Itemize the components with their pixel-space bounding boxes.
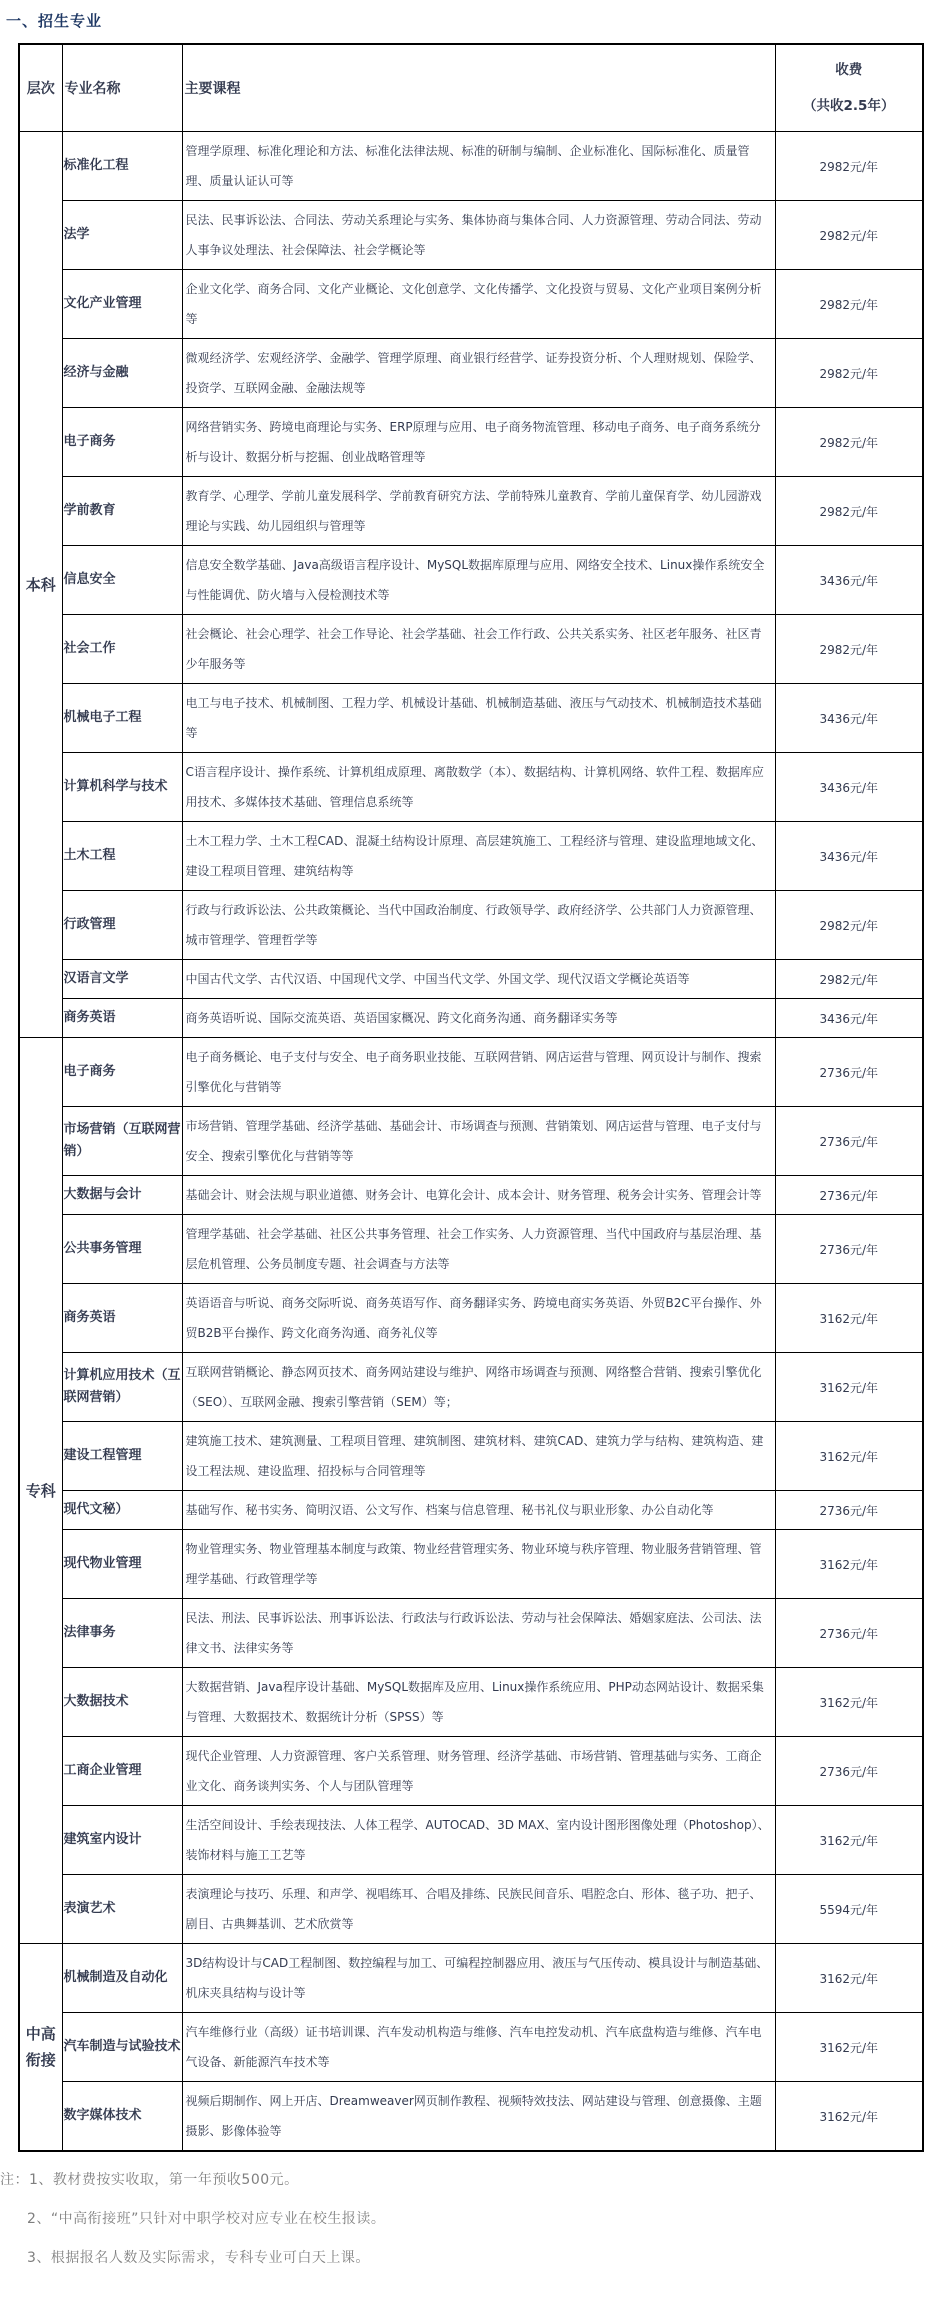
fee-value: 2982元/年 xyxy=(775,408,923,477)
courses-text: 民法、民事诉讼法、合同法、劳动关系理论与实务、集体协商与集体合同、人力资源管理、劳动合同法、劳动人事争议处理法、社会保障法、社会学概论等 xyxy=(182,201,775,270)
courses-text: 物业管理实务、物业管理基本制度与政策、物业经营管理实务、物业环境与秩序管理、物业服务营销管理、管理学基础、行政管理学等 xyxy=(182,1530,775,1599)
courses-text: 视频后期制作、网上开店、Dreamweaver网页制作教程、视频特效技法、网站建设与管理、创意摄像、主题摄影、影像体验等 xyxy=(182,2082,775,2152)
note-text: 2、“中高衔接班”只针对中职学校对应专业在校生报读。 xyxy=(27,2211,386,2227)
courses-text: 行政与行政诉讼法、公共政策概论、当代中国政治制度、行政领导学、政府经济学、公共部门人力资源管理、城市管理学、管理哲学等 xyxy=(182,891,775,960)
table-row xyxy=(19,1491,923,1530)
fee-value: 2736元/年 xyxy=(775,1107,923,1176)
major-name: 建设工程管理 xyxy=(62,1422,182,1491)
fee-value: 3436元/年 xyxy=(775,684,923,753)
level-cell: 中高衔接 xyxy=(19,1944,62,2152)
courses-text: 英语语音与听说、商务交际听说、商务英语写作、商务翻译实务、跨境电商实务英语、外贸B2C平台操作、外贸B2B平台操作、跨文化商务沟通、商务礼仪等 xyxy=(182,1284,775,1353)
table-row xyxy=(19,270,923,339)
table-row xyxy=(19,1353,923,1422)
major-name: 公共事务管理 xyxy=(62,1215,182,1284)
courses-text: 现代企业管理、人力资源管理、客户关系管理、财务管理、经济学基础、市场营销、管理基础与实务、工商企业文化、商务谈判实务、个人与团队管理等 xyxy=(182,1737,775,1806)
fee-value: 2736元/年 xyxy=(775,1737,923,1806)
table-row xyxy=(19,477,923,546)
table-row xyxy=(19,1944,923,2013)
courses-text: 3D结构设计与CAD工程制图、数控编程与加工、可编程控制器应用、液压与气压传动、模具设计与制造基础、机床夹具结构与设计等 xyxy=(182,1944,775,2013)
courses-text: C语言程序设计、操作系统、计算机组成原理、离散数学（本）、数据结构、计算机网络、软件工程、数据库应用技术、多媒体技术基础、管理信息系统等 xyxy=(182,753,775,822)
fee-value: 3162元/年 xyxy=(775,1530,923,1599)
fee-value: 3436元/年 xyxy=(775,822,923,891)
major-name: 机械制造及自动化 xyxy=(62,1944,182,2013)
major-name: 工商企业管理 xyxy=(62,1737,182,1806)
major-name: 电子商务 xyxy=(62,1038,182,1107)
courses-text: 电工与电子技术、机械制图、工程力学、机械设计基础、机械制造基础、液压与气动技术、机械制造技术基础等 xyxy=(182,684,775,753)
major-name: 市场营销（互联网营销） xyxy=(62,1107,182,1176)
courses-text: 管理学原理、标准化理论和方法、标准化法律法规、标准的研制与编制、企业标准化、国际标准化、质量管理、质量认证认可等 xyxy=(182,132,775,201)
fee-value: 3162元/年 xyxy=(775,1422,923,1491)
fee-value: 2982元/年 xyxy=(775,339,923,408)
table-row xyxy=(19,1038,923,1107)
fee-value: 2736元/年 xyxy=(775,1491,923,1530)
fee-header-line1: 收费 xyxy=(835,62,863,78)
fee-value: 2736元/年 xyxy=(775,1038,923,1107)
fee-value: 3162元/年 xyxy=(775,1284,923,1353)
courses-text: 微观经济学、宏观经济学、金融学、管理学原理、商业银行经营学、证券投资分析、个人理财规划、保险学、投资学、互联网金融、金融法规等 xyxy=(182,339,775,408)
table-row xyxy=(19,408,923,477)
courses-text: 基础写作、秘书实务、简明汉语、公文写作、档案与信息管理、秘书礼仪与职业形象、办公自动化等 xyxy=(182,1491,775,1530)
major-name: 计算机科学与技术 xyxy=(62,753,182,822)
major-name: 标准化工程 xyxy=(62,132,182,201)
fee-value: 3162元/年 xyxy=(775,1353,923,1422)
note-line xyxy=(0,2246,927,2270)
note-text: 1、教材费按实收取，第一年预收500元。 xyxy=(29,2172,299,2188)
major-name: 数字媒体技术 xyxy=(62,2082,182,2152)
fee-value: 3162元/年 xyxy=(775,2013,923,2082)
fee-value: 2982元/年 xyxy=(775,960,923,999)
major-name: 表演艺术 xyxy=(62,1875,182,1944)
courses-text: 大数据营销、Java程序设计基础、MySQL数据库及应用、Linux操作系统应用、PHP动态网站设计、数据采集与管理、大数据技术、数据统计分析（SPSS）等 xyxy=(182,1668,775,1737)
table-row xyxy=(19,1215,923,1284)
fee-value: 2982元/年 xyxy=(775,891,923,960)
table-row xyxy=(19,132,923,201)
table-row xyxy=(19,999,923,1038)
table-header xyxy=(19,44,923,132)
major-name: 社会工作 xyxy=(62,615,182,684)
courses-text: 基础会计、财会法规与职业道德、财务会计、电算化会计、成本会计、财务管理、税务会计实务、管理会计等 xyxy=(182,1176,775,1215)
note-text: 3、根据报名人数及实际需求，专科专业可白天上课。 xyxy=(27,2250,370,2266)
courses-text: 网络营销实务、跨境电商理论与实务、ERP原理与应用、电子商务物流管理、移动电子商务、电子商务系统分析与设计、数据分析与挖掘、创业战略管理等 xyxy=(182,408,775,477)
fee-header xyxy=(778,52,921,124)
table-row xyxy=(19,339,923,408)
fee-value: 3162元/年 xyxy=(775,1944,923,2013)
courses-text: 生活空间设计、手绘表现技法、人体工程学、AUTOCAD、3D MAX、室内设计图形图像处理（Photoshop）、装饰材料与施工工艺等 xyxy=(182,1806,775,1875)
major-name: 法律事务 xyxy=(62,1599,182,1668)
major-name: 经济与金融 xyxy=(62,339,182,408)
major-name: 商务英语 xyxy=(62,1284,182,1353)
table-row xyxy=(19,1875,923,1944)
major-name: 信息安全 xyxy=(62,546,182,615)
table-row xyxy=(19,684,923,753)
courses-text: 表演理论与技巧、乐理、和声学、视唱练耳、合唱及排练、民族民间音乐、唱腔念白、形体、毯子功、把子、剧目、古典舞基训、艺术欣赏等 xyxy=(182,1875,775,1944)
header-level: 层次 xyxy=(19,44,62,132)
table-row xyxy=(19,1530,923,1599)
major-name: 大数据技术 xyxy=(62,1668,182,1737)
header-major: 专业名称 xyxy=(62,44,182,132)
table-row xyxy=(19,1107,923,1176)
page-title: 一、招生专业 xyxy=(6,12,103,30)
major-name: 汉语言文学 xyxy=(62,960,182,999)
fee-header-line2: （共收2.5年） xyxy=(803,98,895,114)
header-courses: 主要课程 xyxy=(182,44,775,132)
major-name: 现代文秘） xyxy=(62,1491,182,1530)
table-row xyxy=(19,1284,923,1353)
table-row xyxy=(19,891,923,960)
table-row xyxy=(19,201,923,270)
note-line xyxy=(0,2168,927,2192)
fee-value: 2736元/年 xyxy=(775,1176,923,1215)
major-name: 现代物业管理 xyxy=(62,1530,182,1599)
major-name: 行政管理 xyxy=(62,891,182,960)
header-fee xyxy=(775,44,923,132)
notes xyxy=(0,2168,927,2270)
courses-text: 电子商务概论、电子支付与安全、电子商务职业技能、互联网营销、网店运营与管理、网页设计与制作、搜索引擎优化与营销等 xyxy=(182,1038,775,1107)
fee-value: 3436元/年 xyxy=(775,546,923,615)
courses-text: 汽车维修行业（高级）证书培训课、汽车发动机构造与维修、汽车电控发动机、汽车底盘构造与维修、汽车电气设备、新能源汽车技术等 xyxy=(182,2013,775,2082)
major-name: 汽车制造与试验技术 xyxy=(62,2013,182,2082)
fee-value: 5594元/年 xyxy=(775,1875,923,1944)
courses-text: 商务英语听说、国际交流英语、英语国家概况、跨文化商务沟通、商务翻译实务等 xyxy=(182,999,775,1038)
majors-table-body xyxy=(19,132,923,2152)
table-row xyxy=(19,1668,923,1737)
courses-text: 民法、刑法、民事诉讼法、刑事诉讼法、行政法与行政诉讼法、劳动与社会保障法、婚姻家庭法、公司法、法律文书、法律实务等 xyxy=(182,1599,775,1668)
table-row xyxy=(19,960,923,999)
table-row xyxy=(19,2082,923,2152)
fee-value: 3162元/年 xyxy=(775,1668,923,1737)
major-name: 法学 xyxy=(62,201,182,270)
fee-value: 3436元/年 xyxy=(775,999,923,1038)
note-line xyxy=(0,2207,927,2231)
courses-text: 管理学基础、社会学基础、社区公共事务管理、社会工作实务、人力资源管理、当代中国政府与基层治理、基层危机管理、公务员制度专题、社会调查与方法等 xyxy=(182,1215,775,1284)
courses-text: 企业文化学、商务合同、文化产业概论、文化创意学、文化传播学、文化投资与贸易、文化产业项目案例分析等 xyxy=(182,270,775,339)
courses-text: 社会概论、社会心理学、社会工作导论、社会学基础、社会工作行政、公共关系实务、社区老年服务、社区青少年服务等 xyxy=(182,615,775,684)
table-row xyxy=(19,2013,923,2082)
table-row xyxy=(19,546,923,615)
fee-value: 2736元/年 xyxy=(775,1599,923,1668)
header-row xyxy=(19,44,923,132)
table-row xyxy=(19,1806,923,1875)
fee-value: 2982元/年 xyxy=(775,477,923,546)
fee-value: 2982元/年 xyxy=(775,132,923,201)
notes-prefix: 注： xyxy=(0,2172,29,2188)
level-cell: 本科 xyxy=(19,132,62,1038)
major-name: 土木工程 xyxy=(62,822,182,891)
table-row xyxy=(19,1599,923,1668)
major-name: 文化产业管理 xyxy=(62,270,182,339)
major-name: 机械电子工程 xyxy=(62,684,182,753)
courses-text: 建筑施工技术、建筑测量、工程项目管理、建筑制图、建筑材料、建筑CAD、建筑力学与结构、建筑构造、建设工程法规、建设监理、招投标与合同管理等 xyxy=(182,1422,775,1491)
table-row xyxy=(19,822,923,891)
major-name: 计算机应用技术（互联网营销） xyxy=(62,1353,182,1422)
majors-table xyxy=(18,43,924,2152)
major-name: 建筑室内设计 xyxy=(62,1806,182,1875)
fee-value: 2982元/年 xyxy=(775,201,923,270)
courses-text: 互联网营销概论、静态网页技术、商务网站建设与维护、网络市场调查与预测、网络整合营销、搜索引擎优化（SEO）、互联网金融、搜索引擎营销（SEM）等； xyxy=(182,1353,775,1422)
major-name: 学前教育 xyxy=(62,477,182,546)
table-row xyxy=(19,753,923,822)
major-name: 电子商务 xyxy=(62,408,182,477)
courses-text: 教育学、心理学、学前儿童发展科学、学前教育研究方法、学前特殊儿童教育、学前儿童保育学、幼儿园游戏理论与实践、幼儿园组织与管理等 xyxy=(182,477,775,546)
major-name: 商务英语 xyxy=(62,999,182,1038)
courses-text: 信息安全数学基础、Java高级语言程序设计、MySQL数据库原理与应用、网络安全技术、Linux操作系统安全与性能调优、防火墙与入侵检测技术等 xyxy=(182,546,775,615)
fee-value: 3436元/年 xyxy=(775,753,923,822)
fee-value: 2982元/年 xyxy=(775,270,923,339)
fee-value: 3162元/年 xyxy=(775,1806,923,1875)
table-row xyxy=(19,1176,923,1215)
fee-value: 3162元/年 xyxy=(775,2082,923,2152)
courses-text: 中国古代文学、古代汉语、中国现代文学、中国当代文学、外国文学、现代汉语文学概论英语等 xyxy=(182,960,775,999)
courses-text: 市场营销、管理学基础、经济学基础、基础会计、市场调查与预测、营销策划、网店运营与管理、电子支付与安全、搜索引擎优化与营销等等 xyxy=(182,1107,775,1176)
level-cell: 专科 xyxy=(19,1038,62,1944)
major-name: 大数据与会计 xyxy=(62,1176,182,1215)
courses-text: 土木工程力学、土木工程CAD、混凝土结构设计原理、高层建筑施工、工程经济与管理、建设监理地域文化、建设工程项目管理、建筑结构等 xyxy=(182,822,775,891)
table-row xyxy=(19,615,923,684)
fee-value: 2982元/年 xyxy=(775,615,923,684)
table-row xyxy=(19,1737,923,1806)
fee-value: 2736元/年 xyxy=(775,1215,923,1284)
table-row xyxy=(19,1422,923,1491)
